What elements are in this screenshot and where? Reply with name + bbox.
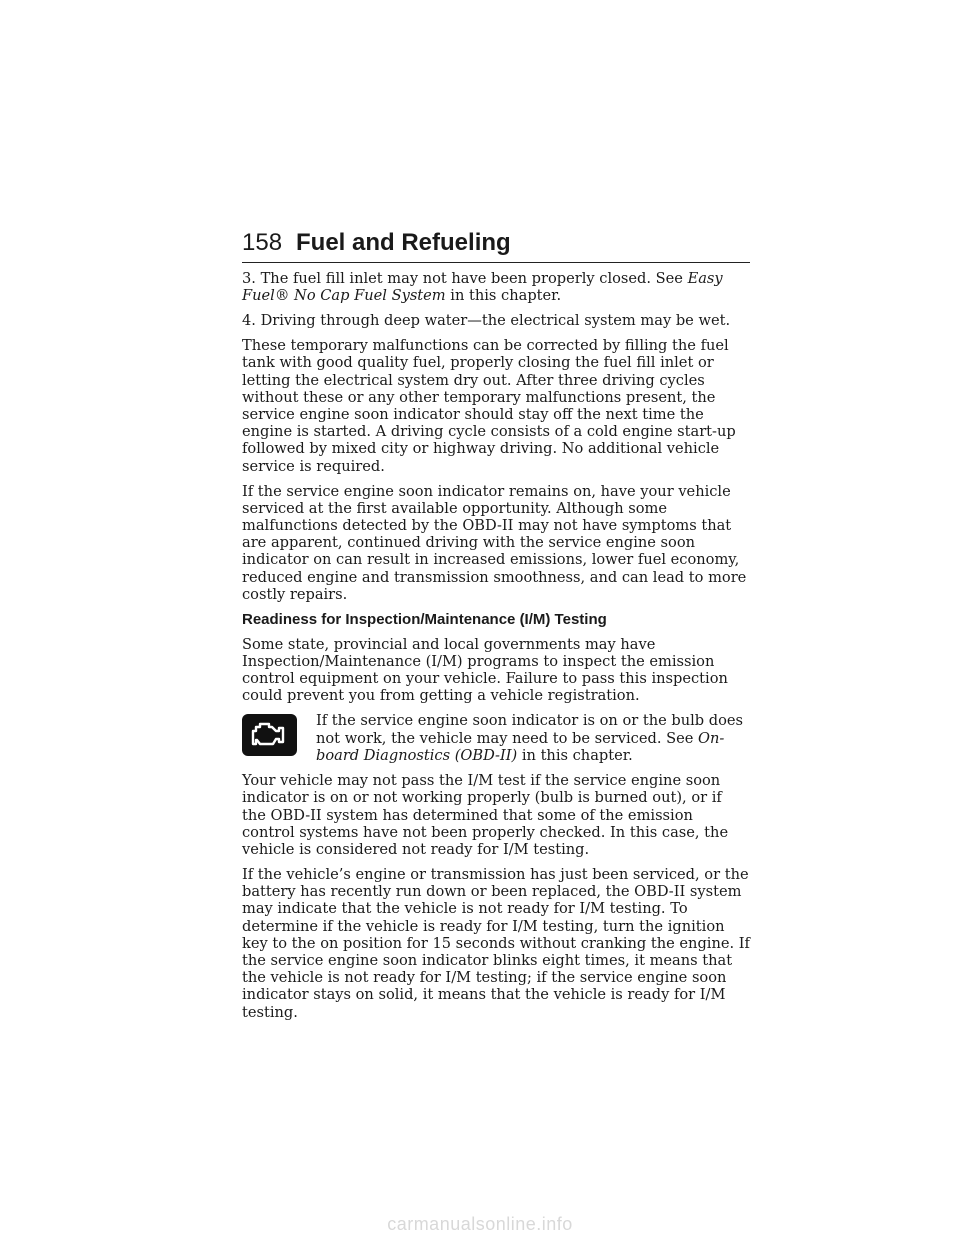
cross-reference-easy-fuel[interactable]: Easy Fuel® No Cap Fuel System: [242, 270, 723, 305]
paragraph-text: 3. The fuel fill inlet may not have been properly closed. See: [242, 270, 688, 287]
paragraph-im-programs: Some state, provincial and local governments may have Inspection/Maintenance (I/M) programs to inspect the emission control equipment on your vehicle. Failure to pass this inspection could prevent you from getting a vehicle registration.: [242, 635, 728, 705]
paragraph-may-not-pass: Your vehicle may not pass the I/M test if the service engine soon indicator is on or not working properly (bulb is burned out), or if the OBD-II system has determined that some of the emission control systems have not been properly checked. In this case, the vehicle is considered not ready for I/M testing.: [242, 772, 729, 859]
section-heading-readiness: Readiness for Inspection/Maintenance (I/M) Testing: [242, 610, 607, 628]
paragraph-deep-water: 4. Driving through deep water—the electrical system may be wet.: [242, 312, 731, 330]
page-number: 158: [242, 229, 283, 256]
warning-icon-block: [242, 712, 750, 764]
paragraph-text: in this chapter.: [445, 287, 562, 305]
icon-description: [316, 712, 750, 764]
chapter-title: Fuel and Refueling: [296, 229, 511, 256]
cross-reference-obd[interactable]: On-board Diagnostics (OBD-II): [316, 729, 725, 764]
paragraph-temporary-malfunctions: These temporary malfunctions can be corrected by filling the fuel tank with good quality fuel, properly closing the fuel fill inlet or letting the electrical system dry out. After three driving cycles without these or any other temporary malfunctions present, the service engine soon indicator should stay off the next time the engine is started. A driving cycle consists of a cold engine start-up followed by mixed city or highway driving. No additional vehicle service is required.: [242, 337, 736, 475]
paragraph-indicator-remains-on: If the service engine soon indicator remains on, have your vehicle serviced at the first available opportunity. Although some malfunctions detected by the OBD-II may not have symptoms that are apparent, continued driving with the service engine soon indicator on can result in increased emissions, lower fuel economy, reduced engine and transmission smoothness, and can lead to more costly repairs.: [242, 482, 747, 603]
paragraph-text: in this chapter.: [517, 746, 633, 764]
paragraph-fuel-inlet: [242, 270, 750, 304]
page-content: [242, 270, 750, 1029]
paragraph-readiness-check: If the vehicle’s engine or transmission has just been serviced, or the battery has recently run down or been replaced, the OBD-II system may indicate that the vehicle is not ready for I/M testing. To determine if the vehicle is ready for I/M testing, turn the ignition key to the on position for 15 seconds without cranking the engine. If the service engine soon indicator blinks eight times, it means that the vehicle is not ready for I/M testing; if the service engine soon indicator stays on solid, it means that the vehicle is ready for I/M testing.: [242, 866, 750, 1021]
watermark: carmanualsonline.info: [387, 1214, 573, 1234]
page-header: [242, 228, 750, 263]
check-engine-icon: [242, 714, 297, 756]
paragraph-text: If the service engine soon indicator is on or the bulb does not work, the vehicle may need to be serviced. See: [316, 712, 744, 747]
